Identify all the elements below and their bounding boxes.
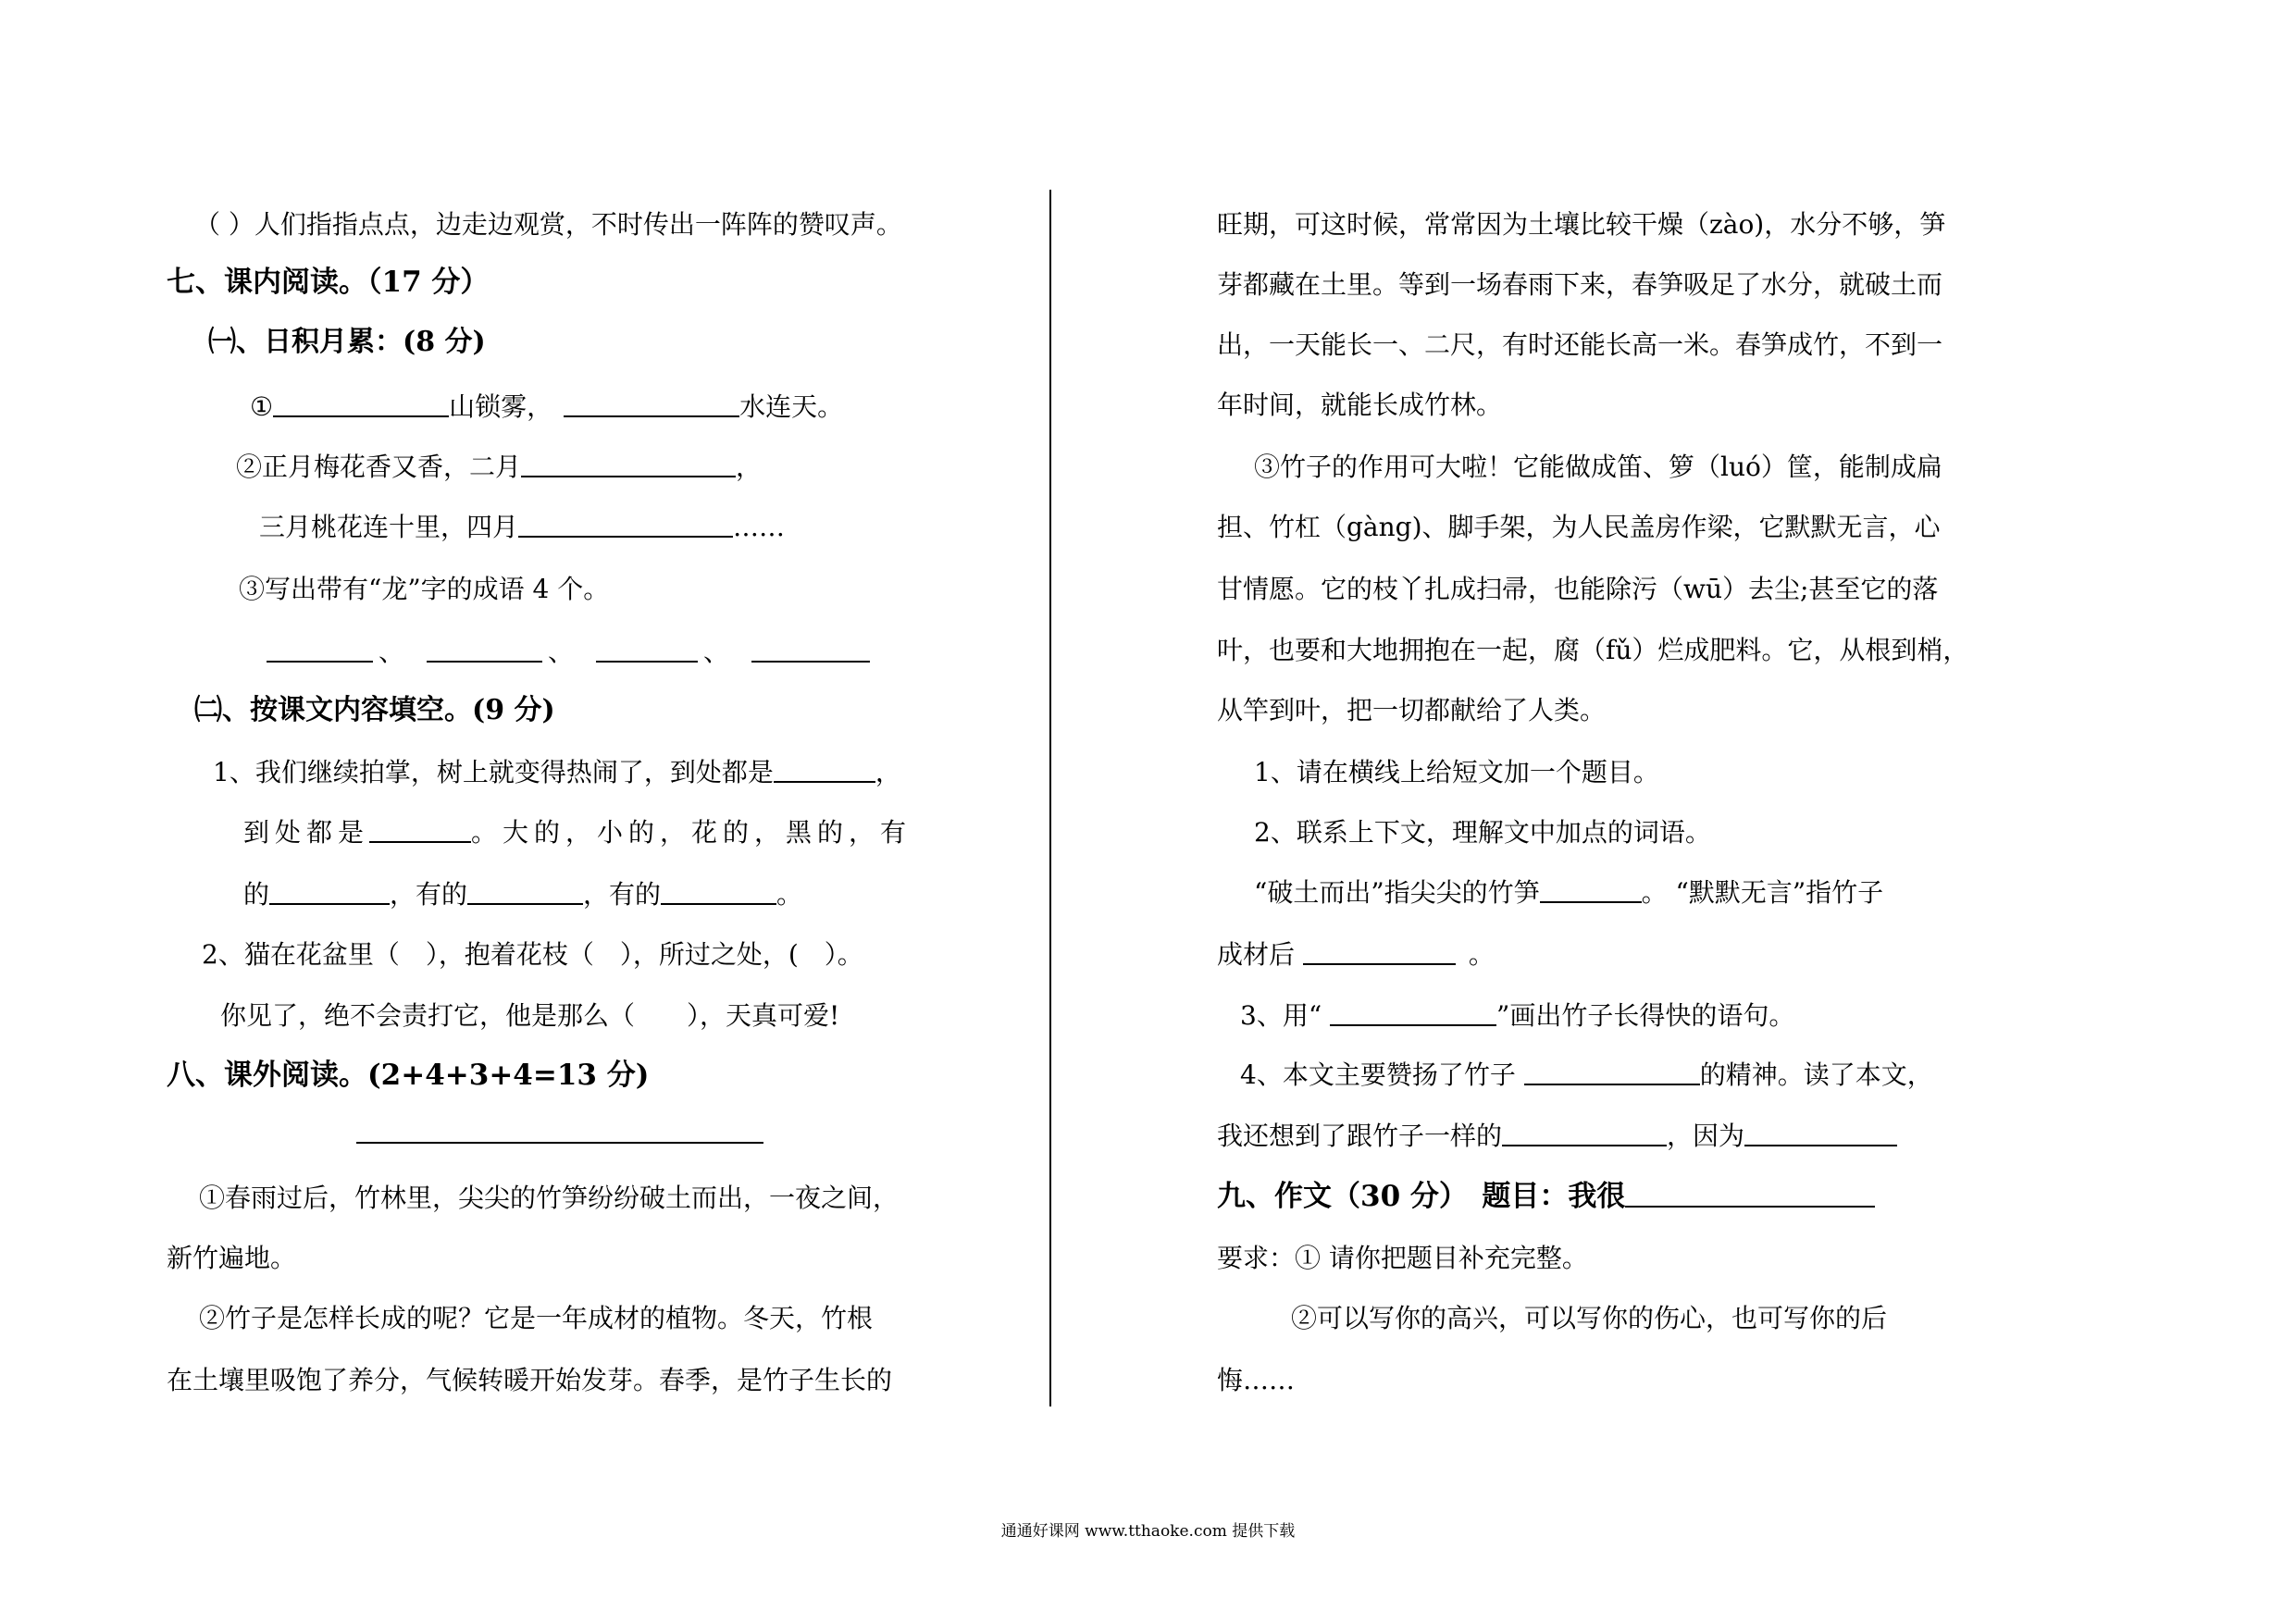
question-4-line-2 [1217,1118,1897,1155]
question-2: 2、联系上下文，理解文中加点的词语。 [1254,817,1711,848]
fill-line-b2 [243,814,912,851]
text: 山锁雾， [449,391,553,422]
answer-blank[interactable] [1502,1121,1667,1146]
question-2-line-2 [1217,936,1495,973]
text: 水连天。 [739,391,844,422]
passage-line: 担、竹杠（gàng)、脚手架，为人民盖房作梁，它默默无言，心 [1217,512,1941,542]
fill-line-1 [250,389,843,426]
answer-blank[interactable] [427,637,542,663]
text: ， [736,452,763,482]
passage-line: 年时间，就能长成竹林。 [1217,390,1503,420]
section-7a-title: ㈠、日积月累：(8 分) [208,326,486,358]
section-8-title: 八、课外阅读。(2+4+3+4=13 分) [167,1059,650,1092]
text: 4、本文主要赞扬了竹子 [1240,1059,1524,1090]
passage-para-2-cont: 在土壤里吸饱了养分，气候转暖开始发芽。春季，是竹子生长的 [167,1365,893,1395]
section-7b-title: ㈡、按课文内容填空。(9 分) [194,694,555,726]
left-column [167,0,912,1623]
answer-blank[interactable] [521,452,736,477]
text: 九、作文（30 分） 题目：我很 [1217,1180,1626,1213]
answer-blank[interactable] [564,391,739,417]
text: 3、用“ [1240,1000,1331,1031]
text: 。 [776,879,803,910]
text: 的精神。读了本文， [1699,1059,1933,1090]
answer-blank[interactable] [661,879,776,905]
question-3 [1240,997,1794,1035]
idiom-question: ③写出带有“龙”字的成语 4 个。 [239,574,610,604]
answer-blank[interactable] [467,879,583,905]
passage-line: 出，一天能长一、二尺，有时还能长高一米。春笋成竹，不到一 [1217,329,1943,360]
answer-blank[interactable] [269,879,390,905]
text: 1、我们继续拍掌，树上就变得热闹了，到处都是 [213,757,774,787]
text: 到处都是 [243,817,370,848]
passage-line: 从竿到叶，把一切都献给了人类。 [1217,695,1607,725]
text: 的 [243,879,270,910]
text: 三月桃花连十里，四月 [259,512,519,542]
answer-blank[interactable] [1303,939,1456,965]
question-2-line-1 [1254,874,1883,911]
text: ，有的 [390,879,468,910]
text: ②正月梅花香又香，二月 [236,452,522,482]
passage-para-2: ②竹子是怎样长成的呢？它是一年成材的植物。冬天，竹根 [199,1303,874,1333]
passage-para-1-cont: 新竹遍地。 [167,1243,297,1273]
passage-para-1: ①春雨过后，竹林里，尖尖的竹笋纷纷破土而出，一夜之间， [199,1183,900,1213]
fill-line-2 [236,449,762,486]
idiom-blanks [267,634,870,671]
question-4 [1240,1057,1933,1094]
section-7-title: 七、课内阅读。（17 分） [167,266,490,299]
answer-blank[interactable] [751,637,870,663]
column-divider [1049,190,1051,1406]
separator: 、 [703,637,730,667]
text: 成材后 [1217,939,1303,970]
answer-blank[interactable] [596,637,698,663]
separator: 、 [379,637,405,667]
cat-question-2: 你见了，绝不会责打它，他是那么（ ），天真可爱! [220,1000,840,1031]
fill-line-b1 [213,754,901,791]
answer-blank[interactable] [1330,1000,1496,1026]
answer-blank[interactable] [369,817,471,843]
text: …… [733,512,786,542]
answer-blank[interactable] [267,637,373,663]
passage-line: 芽都藏在土里。等到一场春雨下来，春笋吸足了水分，就破土而 [1217,269,1943,300]
text: ，因为 [1667,1121,1745,1151]
passage-line: 旺期，可这时候，常常因为土壤比较干燥（zào)，水分不够，笋 [1217,209,1946,240]
text: “破土而出”指尖尖的竹笋 [1254,877,1540,908]
item-number: ① [250,391,274,422]
text: 。大的，小的，花的，黑的，有 [471,817,912,848]
answer-blank[interactable] [273,391,449,417]
requirement-2: ②可以写你的高兴，可以写你的伤心，也可写你的后 [1291,1303,1888,1333]
passage-line: 叶，也要和大地拥抱在一起，腐（fǔ）烂成肥料。它，从根到梢， [1217,635,1969,665]
cat-question-1: 2、猫在花盆里（ ），抱着花枝（ ），所过之处，( ）。 [202,939,863,970]
answer-blank[interactable] [518,512,733,538]
fill-line-b3 [243,876,802,913]
footer-credit: 通通好课网 www.tthaoke.com 提供下载 [1000,1522,1296,1541]
passage-para-3: ③竹子的作用可大啦！它能做成笛、箩（luó）筐，能制成扁 [1254,452,1942,482]
section-9-title [1217,1178,1875,1215]
text: ”画出竹子长得快的语句。 [1496,1000,1795,1031]
requirement-1: 要求：① 请你把题目补充完整。 [1217,1243,1588,1273]
answer-blank[interactable] [1540,877,1642,903]
passage-title-blank[interactable] [356,1118,763,1144]
composition-title-blank[interactable] [1625,1182,1875,1208]
fill-line-3 [259,509,785,546]
separator: 、 [548,637,575,667]
right-column [1217,0,1969,1623]
text: 。 [1468,939,1495,970]
requirement-2-cont: 悔…… [1217,1365,1296,1395]
question-line: （ ）人们指指点点，边走边观赏，不时传出一阵阵的赞叹声。 [194,209,902,240]
passage-line: 甘情愿。它的枝丫扎成扫帚，也能除污（wū）去尘;甚至它的落 [1217,574,1939,604]
answer-blank[interactable] [774,757,875,783]
text: 。 “默默无言”指竹子 [1641,877,1884,908]
text: ，有的 [583,879,662,910]
text: 我还想到了跟竹子一样的 [1217,1121,1503,1151]
answer-blank[interactable] [1524,1059,1700,1085]
answer-blank[interactable] [1744,1121,1897,1146]
text: ， [875,757,901,787]
question-1: 1、请在横线上给短文加一个题目。 [1254,757,1659,787]
